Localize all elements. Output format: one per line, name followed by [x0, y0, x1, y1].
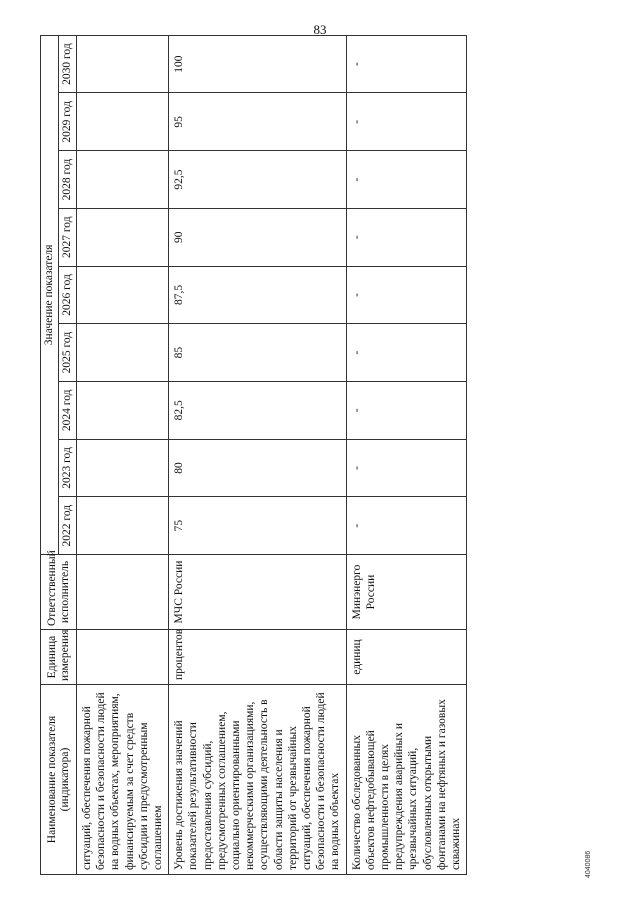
table-row	[346, 35, 467, 874]
document-code: 4040086	[585, 850, 592, 878]
indicator-table	[40, 35, 467, 875]
value-cell	[77, 151, 169, 209]
header-year: 2028 год	[59, 151, 77, 209]
header-year: 2029 год	[59, 93, 77, 151]
value-cell	[77, 497, 169, 555]
value-cell	[77, 381, 169, 439]
header-values-group: Значение показателя	[41, 35, 59, 554]
table-row	[169, 35, 346, 874]
unit-cell: единиц	[346, 630, 467, 685]
unit-cell: процентов	[169, 630, 346, 685]
unit-cell	[77, 630, 169, 685]
value-cell	[77, 439, 169, 497]
value-cell	[77, 266, 169, 324]
indicator-table-container	[40, 35, 600, 875]
indicator-name-cell: Уровень достижения значений показателей результативности предоставления субсидий, предусмотренных соглашением, социально ориентированными некоммерческими организациями, осуществляющими деятельность в области защиты населения и территорий от чрезвычайных ситуаций, обеспечения пожарной безопасности и безопасности людей на водных объектах	[169, 685, 346, 875]
header-unit: Единица измерения	[41, 630, 77, 685]
header-year: 2030 год	[59, 35, 77, 93]
value-cell: 95	[169, 93, 346, 151]
executor-cell: Минэнерго России	[346, 555, 467, 630]
page-number: 83	[313, 22, 327, 37]
value-cell: -	[346, 497, 467, 555]
value-cell: 80	[169, 439, 346, 497]
value-cell: -	[346, 208, 467, 266]
executor-cell	[77, 555, 169, 630]
header-year: 2027 год	[59, 208, 77, 266]
value-cell	[77, 35, 169, 93]
value-cell: -	[346, 151, 467, 209]
table-row	[77, 35, 169, 874]
value-cell: 82,5	[169, 381, 346, 439]
header-year: 2025 год	[59, 324, 77, 382]
value-cell: -	[346, 381, 467, 439]
value-cell: 87,5	[169, 266, 346, 324]
header-year: 2023 год	[59, 439, 77, 497]
header-executor: Ответственный исполнитель	[41, 555, 77, 630]
header-year: 2026 год	[59, 266, 77, 324]
header-indicator-name: Наименование показателя (индикатора)	[41, 685, 77, 875]
header-year: 2022 год	[59, 497, 77, 555]
value-cell	[77, 324, 169, 382]
executor-cell: МЧС России	[169, 555, 346, 630]
value-cell: -	[346, 439, 467, 497]
value-cell	[77, 208, 169, 266]
value-cell: -	[346, 35, 467, 93]
value-cell: -	[346, 266, 467, 324]
value-cell: 100	[169, 35, 346, 93]
value-cell: 75	[169, 497, 346, 555]
header-year: 2024 год	[59, 381, 77, 439]
value-cell: -	[346, 324, 467, 382]
value-cell: -	[346, 93, 467, 151]
indicator-name-cell: ситуаций, обеспечения пожарной безопасности и безопасности людей на водных объектах, мероприятиям, финансируемым за счет средств субсидии и предусмотренным соглашением	[77, 685, 169, 875]
indicator-name-cell: Количество обследованных объектов нефтедобывающей промышленности в целях предупреждения аварийных и чрезвычайных ситуаций, обусловленных открытыми фонтанами на нефтяных и газовых скважинах	[346, 685, 467, 875]
value-cell	[77, 93, 169, 151]
value-cell: 90	[169, 208, 346, 266]
value-cell: 85	[169, 324, 346, 382]
value-cell: 92,5	[169, 151, 346, 209]
